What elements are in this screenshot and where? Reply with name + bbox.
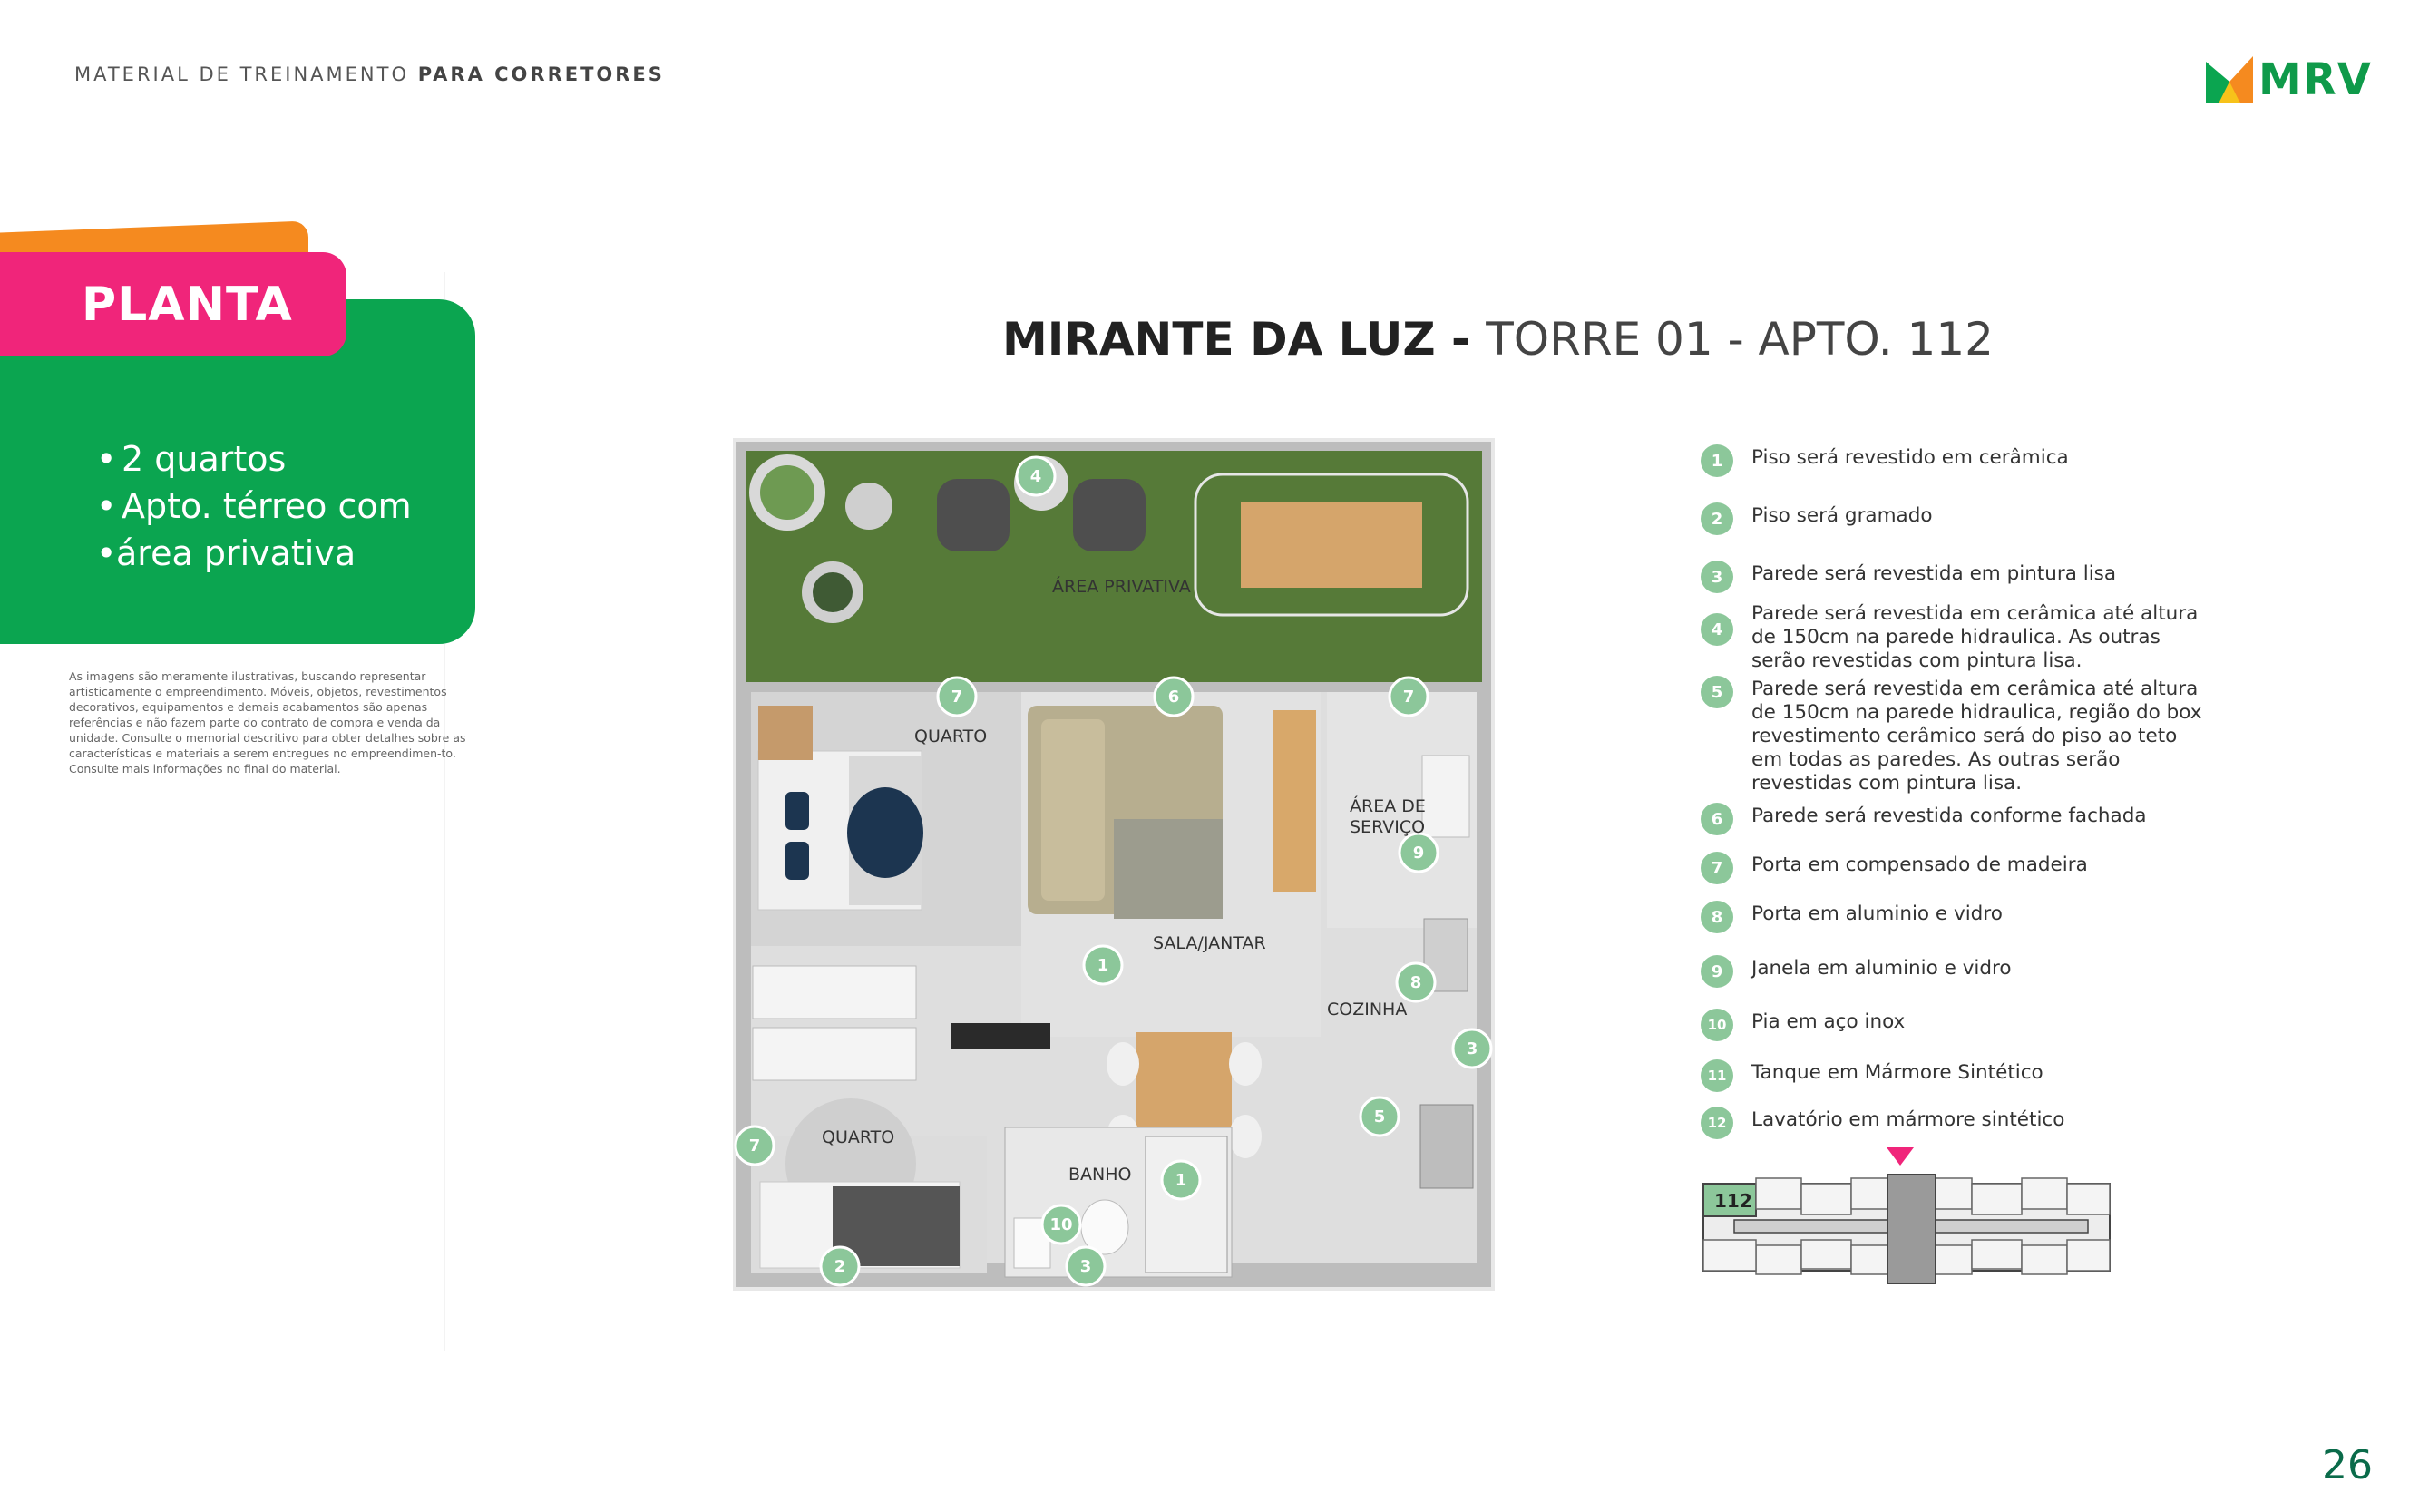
marker-7a-label: 7 xyxy=(951,688,963,707)
legend-number: 8 xyxy=(1701,901,1733,933)
lounge-chair-1 xyxy=(937,479,1010,551)
page-number: 26 xyxy=(2322,1442,2373,1488)
legend-item xyxy=(1701,1107,2205,1139)
legend-item xyxy=(1701,676,2205,795)
legend-number: 2 xyxy=(1701,502,1733,535)
label-area-privativa: ÁREA PRIVATIVA xyxy=(1052,577,1191,597)
section-title: PLANTA xyxy=(82,278,293,332)
floor-location-map xyxy=(1698,1147,2115,1293)
marker-5-label: 5 xyxy=(1373,1107,1386,1127)
bed-1-throw xyxy=(847,787,923,878)
legend-item xyxy=(1701,600,2205,673)
legend-item xyxy=(1701,444,2205,477)
legend-number: 11 xyxy=(1701,1059,1733,1092)
legend-item xyxy=(1701,955,2205,988)
legend-text: Parede será revestida em cerâmica até altura de 150cm na parede hidraulica, região do box revestimento cerâmico será do piso ao teto em todas as paredes. As outras serão revestidas com pintura lisa. xyxy=(1751,678,2202,795)
legend-text: Parede será revestida em pintura lisa xyxy=(1751,562,2117,585)
legend-text: Piso será revestido em cerâmica xyxy=(1751,446,2069,469)
label-area-servico-1: ÁREA DE xyxy=(1350,796,1426,816)
marker-2-label: 2 xyxy=(834,1257,846,1276)
legend-number: 7 xyxy=(1701,852,1733,884)
legend-item xyxy=(1701,1009,2205,1041)
mrv-logo-mark xyxy=(2204,54,2255,105)
marker-3a-label: 3 xyxy=(1466,1039,1478,1058)
label-quarto-1: QUARTO xyxy=(914,727,988,746)
title-project: MIRANTE DA LUZ - xyxy=(1002,313,1487,366)
legend-number: 6 xyxy=(1701,803,1733,835)
plant-pot-3-leaves xyxy=(813,572,853,612)
sofa-seat xyxy=(1041,719,1105,901)
marker-3b-label: 3 xyxy=(1079,1257,1092,1276)
floor-plan-image xyxy=(733,438,1495,1291)
fridge xyxy=(1420,1105,1473,1188)
plant-pot-2 xyxy=(845,483,892,530)
location-pointer-icon xyxy=(1887,1147,1914,1166)
legend-number: 3 xyxy=(1701,561,1733,593)
label-sala-jantar: SALA/JANTAR xyxy=(1153,933,1266,953)
mrv-logo-text: MRV xyxy=(2258,54,2372,105)
lounge-chair-2 xyxy=(1073,479,1146,551)
tv-rack xyxy=(951,1023,1050,1049)
legend-number: 9 xyxy=(1701,955,1733,988)
core xyxy=(1887,1175,1936,1283)
rug xyxy=(1114,819,1223,919)
title-unit: TORRE 01 - APTO. 112 xyxy=(1486,313,1994,366)
bed-1-pillow-a xyxy=(785,792,809,830)
legend-text: Parede será revestida conforme fachada xyxy=(1751,805,2147,827)
legend-item xyxy=(1701,803,2205,835)
washing-machine xyxy=(1422,756,1469,837)
label-area-servico-2: SERVIÇO xyxy=(1350,817,1426,837)
chair-3 xyxy=(1229,1042,1262,1086)
label-quarto-2: QUARTO xyxy=(822,1127,895,1147)
feature-item-private-area: • área privativa xyxy=(96,530,412,577)
bed-1-pillow-b xyxy=(785,842,809,880)
unit-112-label: 112 xyxy=(1714,1190,1752,1212)
legend-text: Tanque em Mármore Sintético xyxy=(1751,1061,2043,1084)
legend-text: Lavatório em mármore sintético xyxy=(1751,1108,2065,1131)
legend-number: 10 xyxy=(1701,1009,1733,1041)
marker-4-label: 4 xyxy=(1029,467,1042,486)
legend-text: Porta em aluminio e vidro xyxy=(1751,902,2003,925)
marker-7b-label: 7 xyxy=(1402,688,1415,707)
header-label-normal: MATERIAL DE TREINAMENTO xyxy=(74,63,418,85)
chair-1 xyxy=(1107,1042,1139,1086)
legend-item xyxy=(1701,901,2205,933)
legend-number: 12 xyxy=(1701,1107,1733,1139)
marker-7c-label: 7 xyxy=(748,1136,761,1156)
section-tab xyxy=(0,252,346,356)
legend-text: Parede será revestida em cerâmica até altura de 150cm na parede hidraulica. As outras serão revestidas com pintura lisa. xyxy=(1751,602,2199,672)
header-label xyxy=(74,63,665,85)
label-cozinha: COZINHA xyxy=(1327,1000,1408,1019)
marker-1b-label: 1 xyxy=(1175,1171,1187,1190)
shower xyxy=(1146,1136,1227,1273)
marker-10-label: 10 xyxy=(1049,1215,1073,1234)
kitchen-counter xyxy=(1273,710,1316,892)
nightstand-1 xyxy=(758,706,813,760)
marker-9-label: 9 xyxy=(1412,844,1425,863)
header-label-bold: PARA CORRETORES xyxy=(417,63,665,85)
wardrobe-1a xyxy=(753,966,916,1019)
plant-pot-1-leaves xyxy=(760,465,814,520)
marker-1a-label: 1 xyxy=(1097,956,1109,975)
wardrobe-1b xyxy=(753,1028,916,1080)
legend-text: Janela em aluminio e vidro xyxy=(1751,957,2012,980)
marker-6-label: 6 xyxy=(1167,688,1180,707)
legend-number: 1 xyxy=(1701,444,1733,477)
legend-item xyxy=(1701,502,2205,535)
outdoor-table xyxy=(1241,502,1422,588)
disclaimer-text: As imagens são meramente ilustrativas, buscando representar artisticamente o empreendimento. Móveis, objetos, revestimentos decorativos, equipamentos e demais acabamentos são apenas referências e não fazem parte do contrato de compra e venda da unidade. Consulte o memorial descritivo para obter detalhes sobre as características e materiais a serem entregues no empreendimen-to. Consulte mais informações no final do material. xyxy=(69,669,466,776)
feature-list xyxy=(96,435,412,577)
legend-item xyxy=(1701,852,2205,884)
mrv-logo xyxy=(2204,53,2372,107)
chair-4 xyxy=(1229,1115,1262,1158)
legend-item xyxy=(1701,1059,2205,1092)
legend-item xyxy=(1701,561,2205,593)
feature-item-ground-floor: • Apto. térreo com xyxy=(96,483,412,530)
legend-text: Pia em aço inox xyxy=(1751,1010,1906,1033)
label-banho: BANHO xyxy=(1068,1165,1132,1185)
legend-text: Piso será gramado xyxy=(1751,504,1933,527)
legend-text: Porta em compensado de madeira xyxy=(1751,854,2088,876)
marker-8-label: 8 xyxy=(1409,973,1422,992)
page-title xyxy=(1002,313,1994,366)
legend-number: 5 xyxy=(1701,676,1733,708)
legend-number: 4 xyxy=(1701,613,1733,646)
feature-item-bedrooms: • 2 quartos xyxy=(96,435,412,483)
